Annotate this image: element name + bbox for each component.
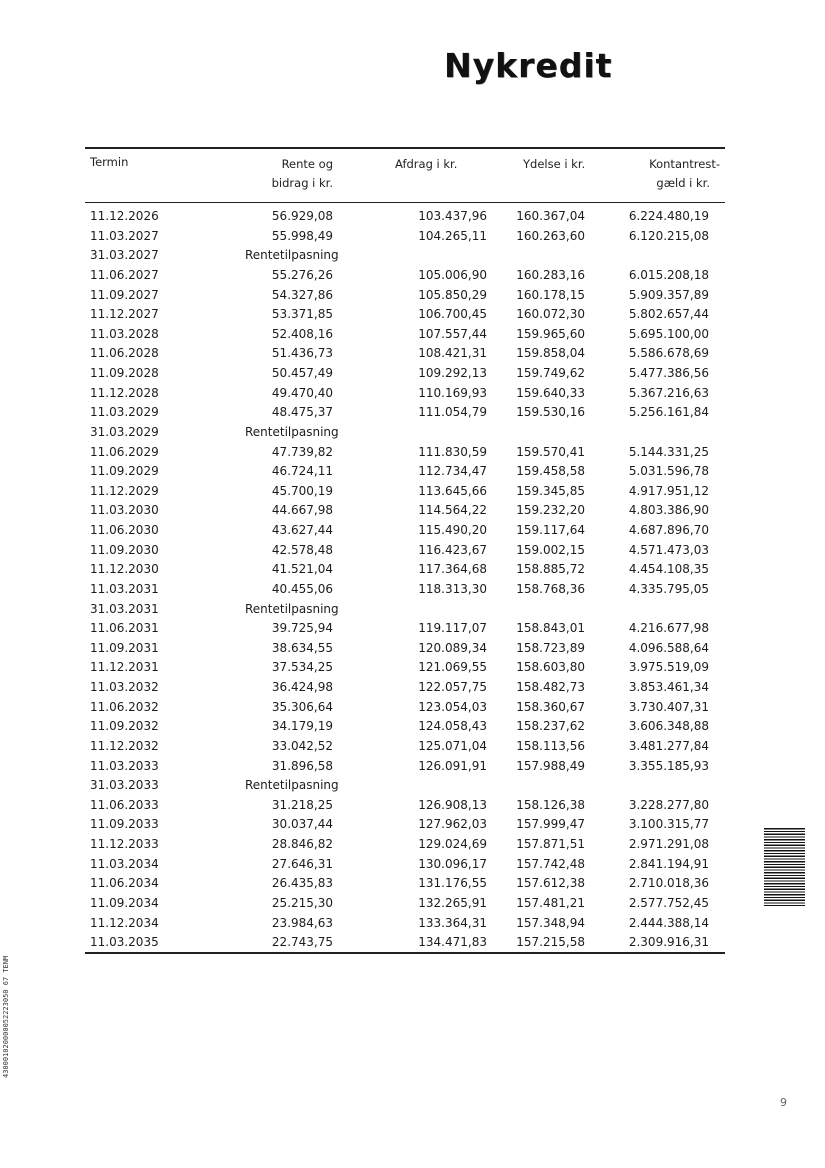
row-rente: 54.327,86 <box>271 287 333 302</box>
table-row <box>85 835 720 855</box>
row-ydelse: 157.612,38 <box>516 876 585 891</box>
row-date: 11.09.2034 <box>90 895 159 910</box>
row-kontantrestgaeld: 5.695.100,00 <box>628 326 709 341</box>
row-ydelse: 159.345,85 <box>516 483 585 498</box>
row-date: 11.06.2034 <box>90 876 159 891</box>
row-rente: 30.037,44 <box>271 817 333 832</box>
row-kontantrestgaeld: 2.971.291,08 <box>628 837 709 851</box>
row-kontantrestgaeld: 4.687.896,70 <box>628 523 709 537</box>
row-rente: 43.627,44 <box>271 523 333 537</box>
row-afdrag: 118.313,30 <box>418 581 487 596</box>
row-date: 11.06.2027 <box>90 267 159 282</box>
side-code: 430001020000052223050 67 TENM <box>2 955 10 1078</box>
row-date: 11.06.2030 <box>90 523 159 537</box>
row-afdrag: 112.734,47 <box>418 464 487 479</box>
row-rente: 44.667,98 <box>271 503 333 518</box>
row-rente: 34.179,19 <box>271 719 333 734</box>
row-date: 11.06.2031 <box>90 621 159 636</box>
row-note: Rentetilpasning <box>245 601 339 616</box>
row-date: 11.03.2030 <box>90 503 159 518</box>
table-row <box>85 796 720 816</box>
row-date: 11.12.2026 <box>90 209 159 223</box>
row-afdrag: 114.564,22 <box>418 503 487 518</box>
row-date: 11.09.2027 <box>90 287 159 302</box>
table-row <box>85 227 720 247</box>
row-date: 11.03.2034 <box>90 856 159 871</box>
row-kontantrestgaeld: 3.853.461,34 <box>628 680 709 694</box>
row-afdrag: 108.421,31 <box>418 346 487 361</box>
row-rente: 52.408,16 <box>271 326 333 341</box>
row-date: 11.12.2029 <box>90 483 159 498</box>
row-date: 11.12.2028 <box>90 385 159 400</box>
row-rente: 56.929,08 <box>271 209 333 223</box>
row-kontantrestgaeld: 5.367.216,63 <box>628 385 709 400</box>
row-afdrag: 111.830,59 <box>418 444 487 459</box>
row-kontantrestgaeld: 5.031.596,78 <box>628 464 709 479</box>
row-rente: 35.306,64 <box>271 699 333 714</box>
row-note: Rentetilpasning <box>245 424 339 439</box>
row-kontantrestgaeld: 3.481.277,84 <box>628 738 709 753</box>
table-row <box>85 757 720 777</box>
header-termin: Termin <box>90 155 129 169</box>
table-row <box>85 384 720 404</box>
table-row <box>85 521 720 541</box>
row-kontantrestgaeld: 5.477.386,56 <box>628 366 709 380</box>
row-ydelse: 158.360,67 <box>516 699 585 714</box>
row-ydelse: 160.283,16 <box>516 267 585 282</box>
row-afdrag: 133.364,31 <box>418 915 487 930</box>
row-date: 31.03.2027 <box>90 248 159 263</box>
table-row <box>85 874 720 894</box>
row-ydelse: 160.178,15 <box>516 287 585 302</box>
row-rente: 53.371,85 <box>271 307 333 322</box>
table-row <box>85 580 720 600</box>
row-date: 31.03.2033 <box>90 778 159 793</box>
table-row <box>85 894 720 914</box>
row-kontantrestgaeld: 2.309.916,31 <box>628 935 709 950</box>
row-afdrag: 113.645,66 <box>418 483 487 498</box>
row-date: 31.03.2029 <box>90 424 159 439</box>
row-rente: 46.724,11 <box>271 464 333 479</box>
row-afdrag: 111.054,79 <box>418 405 487 420</box>
table-row <box>85 560 720 580</box>
row-kontantrestgaeld: 6.120.215,08 <box>628 228 709 243</box>
row-ydelse: 159.530,16 <box>516 405 585 420</box>
table-row <box>85 619 720 639</box>
table-row <box>85 266 720 286</box>
row-ydelse: 159.965,60 <box>516 326 585 341</box>
row-date: 11.12.2033 <box>90 837 159 851</box>
row-kontantrestgaeld: 4.216.677,98 <box>628 621 709 636</box>
row-date: 11.06.2028 <box>90 346 159 361</box>
row-rente: 50.457,49 <box>271 366 333 380</box>
nykredit-logo: Nykredit <box>444 46 613 85</box>
row-ydelse: 158.885,72 <box>516 562 585 577</box>
header-ydelse: Ydelse i kr. <box>523 157 586 171</box>
row-ydelse: 159.640,33 <box>516 385 585 400</box>
table-row <box>85 246 720 266</box>
row-kontantrestgaeld: 3.975.519,09 <box>628 660 709 675</box>
row-date: 11.03.2029 <box>90 405 159 420</box>
table-row <box>85 541 720 561</box>
row-rente: 38.634,55 <box>271 640 333 655</box>
row-kontantrestgaeld: 5.586.678,69 <box>628 346 709 361</box>
table-row <box>85 443 720 463</box>
row-afdrag: 110.169,93 <box>418 385 487 400</box>
row-afdrag: 126.908,13 <box>418 797 487 812</box>
row-rente: 55.998,49 <box>271 228 333 243</box>
row-kontantrestgaeld: 2.444.388,14 <box>628 915 709 930</box>
row-afdrag: 105.006,90 <box>418 267 487 282</box>
table-top-rule <box>85 147 725 149</box>
row-kontantrestgaeld: 3.100.315,77 <box>628 817 709 832</box>
row-ydelse: 160.367,04 <box>516 209 585 223</box>
row-kontantrestgaeld: 4.335.795,05 <box>628 581 709 596</box>
row-date: 11.09.2030 <box>90 542 159 557</box>
row-note: Rentetilpasning <box>245 248 339 263</box>
row-afdrag: 103.437,96 <box>418 209 487 223</box>
row-afdrag: 129.024,69 <box>418 837 487 851</box>
row-ydelse: 160.072,30 <box>516 307 585 322</box>
row-kontantrestgaeld: 4.571.473,03 <box>628 542 709 557</box>
table-row <box>85 286 720 306</box>
row-date: 11.03.2033 <box>90 758 159 773</box>
table-row <box>85 776 720 796</box>
row-kontantrestgaeld: 2.577.752,45 <box>628 895 709 910</box>
row-rente: 27.646,31 <box>271 856 333 871</box>
row-rente: 39.725,94 <box>271 621 333 636</box>
row-afdrag: 105.850,29 <box>418 287 487 302</box>
row-ydelse: 158.768,36 <box>516 581 585 596</box>
row-kontantrestgaeld: 2.710.018,36 <box>628 876 709 891</box>
table-row <box>85 403 720 423</box>
row-date: 11.03.2028 <box>90 326 159 341</box>
table-row <box>85 462 720 482</box>
row-kontantrestgaeld: 2.841.194,91 <box>628 856 709 871</box>
table-row <box>85 325 720 345</box>
row-ydelse: 157.481,21 <box>516 895 585 910</box>
row-kontantrestgaeld: 5.909.357,89 <box>628 287 709 302</box>
row-rente: 36.424,98 <box>271 680 333 694</box>
table-row <box>85 855 720 875</box>
row-ydelse: 158.113,56 <box>516 738 585 753</box>
row-afdrag: 109.292,13 <box>418 366 487 380</box>
row-afdrag: 131.176,55 <box>418 876 487 891</box>
table-row <box>85 698 720 718</box>
table-row <box>85 658 720 678</box>
row-kontantrestgaeld: 3.606.348,88 <box>628 719 709 734</box>
row-rente: 41.521,04 <box>271 562 333 577</box>
row-date: 11.06.2033 <box>90 797 159 812</box>
row-ydelse: 159.117,64 <box>516 523 585 537</box>
table-row <box>85 737 720 757</box>
page-number: 9 <box>780 1096 787 1109</box>
row-rente: 45.700,19 <box>271 483 333 498</box>
row-ydelse: 157.215,58 <box>516 935 585 950</box>
row-afdrag: 123.054,03 <box>418 699 487 714</box>
row-date: 11.12.2027 <box>90 307 159 322</box>
row-kontantrestgaeld: 3.730.407,31 <box>628 699 709 714</box>
row-kontantrestgaeld: 4.803.386,90 <box>628 503 709 518</box>
row-rente: 42.578,48 <box>271 542 333 557</box>
row-note: Rentetilpasning <box>245 778 339 793</box>
table-row <box>85 305 720 325</box>
row-rente: 40.455,06 <box>271 581 333 596</box>
row-ydelse: 157.348,94 <box>516 915 585 930</box>
row-date: 11.03.2031 <box>90 581 159 596</box>
row-rente: 25.215,30 <box>271 895 333 910</box>
row-rente: 23.984,63 <box>271 915 333 930</box>
row-date: 11.09.2029 <box>90 464 159 479</box>
row-rente: 47.739,82 <box>271 444 333 459</box>
row-afdrag: 124.058,43 <box>418 719 487 734</box>
row-ydelse: 158.482,73 <box>516 680 585 694</box>
row-ydelse: 158.843,01 <box>516 621 585 636</box>
table-row <box>85 815 720 835</box>
row-date: 11.03.2032 <box>90 680 159 694</box>
row-kontantrestgaeld: 3.355.185,93 <box>628 758 709 773</box>
row-ydelse: 158.723,89 <box>516 640 585 655</box>
row-kontantrestgaeld: 6.015.208,18 <box>628 267 709 282</box>
row-afdrag: 126.091,91 <box>418 758 487 773</box>
row-ydelse: 160.263,60 <box>516 228 585 243</box>
table-row <box>85 678 720 698</box>
row-kontantrestgaeld: 4.917.951,12 <box>628 483 709 498</box>
row-date: 11.09.2031 <box>90 640 159 655</box>
header-afdrag: Afdrag i kr. <box>395 157 458 171</box>
row-rente: 22.743,75 <box>271 935 333 950</box>
row-date: 11.09.2032 <box>90 719 159 734</box>
header-rente-line2: bidrag i kr. <box>271 176 333 190</box>
row-rente: 33.042,52 <box>271 738 333 753</box>
row-date: 11.06.2029 <box>90 444 159 459</box>
row-afdrag: 127.962,03 <box>418 817 487 832</box>
row-rente: 51.436,73 <box>271 346 333 361</box>
table-row <box>85 914 720 934</box>
row-kontantrestgaeld: 6.224.480,19 <box>628 209 709 223</box>
row-rente: 31.218,25 <box>271 797 333 812</box>
table-row <box>85 364 720 384</box>
row-ydelse: 157.999,47 <box>516 817 585 832</box>
repayment-table <box>85 207 720 953</box>
row-afdrag: 121.069,55 <box>418 660 487 675</box>
row-kontantrestgaeld: 5.256.161,84 <box>628 405 709 420</box>
header-rente-line1: Rente og <box>281 157 333 171</box>
row-afdrag: 122.057,75 <box>418 680 487 694</box>
row-ydelse: 159.232,20 <box>516 503 585 518</box>
row-date: 11.12.2030 <box>90 562 159 577</box>
row-ydelse: 159.749,62 <box>516 366 585 380</box>
row-ydelse: 159.002,15 <box>516 542 585 557</box>
row-rente: 55.276,26 <box>271 267 333 282</box>
row-rente: 28.846,82 <box>271 837 333 851</box>
row-date: 11.06.2032 <box>90 699 159 714</box>
row-afdrag: 104.265,11 <box>418 228 487 243</box>
row-afdrag: 106.700,45 <box>418 307 487 322</box>
row-afdrag: 115.490,20 <box>418 523 487 537</box>
row-kontantrestgaeld: 5.802.657,44 <box>628 307 709 322</box>
row-afdrag: 132.265,91 <box>418 895 487 910</box>
row-kontantrestgaeld: 4.454.108,35 <box>628 562 709 577</box>
row-date: 11.03.2027 <box>90 228 159 243</box>
row-ydelse: 159.858,04 <box>516 346 585 361</box>
row-date: 11.12.2032 <box>90 738 159 753</box>
row-afdrag: 107.557,44 <box>418 326 487 341</box>
row-ydelse: 158.237,62 <box>516 719 585 734</box>
row-afdrag: 130.096,17 <box>418 856 487 871</box>
row-ydelse: 157.742,48 <box>516 856 585 871</box>
header-kont-line1: Kontantrest- <box>649 157 720 171</box>
row-date: 11.09.2033 <box>90 817 159 832</box>
row-rente: 31.896,58 <box>271 758 333 773</box>
row-afdrag: 125.071,04 <box>418 738 487 753</box>
table-row <box>85 933 720 953</box>
table-row <box>85 717 720 737</box>
row-kontantrestgaeld: 5.144.331,25 <box>628 444 709 459</box>
row-afdrag: 120.089,34 <box>418 640 487 655</box>
table-row <box>85 501 720 521</box>
barcode <box>764 828 805 906</box>
row-kontantrestgaeld: 3.228.277,80 <box>628 797 709 812</box>
row-ydelse: 159.458,58 <box>516 464 585 479</box>
row-ydelse: 158.126,38 <box>516 797 585 812</box>
table-row <box>85 344 720 364</box>
row-rente: 48.475,37 <box>271 405 333 420</box>
row-date: 11.12.2034 <box>90 915 159 930</box>
row-afdrag: 134.471,83 <box>418 935 487 950</box>
row-date: 31.03.2031 <box>90 601 159 616</box>
table-row <box>85 207 720 227</box>
row-ydelse: 158.603,80 <box>516 660 585 675</box>
row-afdrag: 116.423,67 <box>418 542 487 557</box>
table-row <box>85 482 720 502</box>
row-kontantrestgaeld: 4.096.588,64 <box>628 640 709 655</box>
row-ydelse: 157.988,49 <box>516 758 585 773</box>
header-kont-line2: gæld i kr. <box>656 176 710 190</box>
row-ydelse: 157.871,51 <box>516 837 585 851</box>
table-row <box>85 639 720 659</box>
row-date: 11.12.2031 <box>90 660 159 675</box>
table-bottom-rule <box>85 952 725 954</box>
row-rente: 49.470,40 <box>271 385 333 400</box>
table-row <box>85 600 720 620</box>
row-date: 11.03.2035 <box>90 935 159 950</box>
row-afdrag: 119.117,07 <box>418 621 487 636</box>
row-ydelse: 159.570,41 <box>516 444 585 459</box>
row-rente: 37.534,25 <box>271 660 333 675</box>
row-rente: 26.435,83 <box>271 876 333 891</box>
table-row <box>85 423 720 443</box>
row-date: 11.09.2028 <box>90 366 159 380</box>
row-afdrag: 117.364,68 <box>418 562 487 577</box>
header-bottom-rule <box>85 202 725 203</box>
